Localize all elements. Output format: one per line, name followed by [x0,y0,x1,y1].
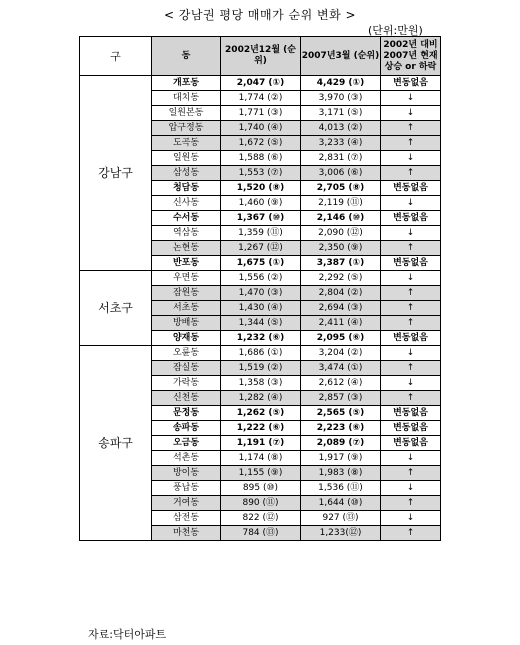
change-cell: ↓ [381,151,441,166]
value-2007-cell: 3,474 (①) [301,361,381,376]
header-2007: 2007년3월 (순위) [301,37,381,76]
value-2002-cell: 1,774 (②) [221,91,301,106]
value-2007-cell: 2,612 (④) [301,376,381,391]
value-2002-cell: 1,262 (⑤) [221,406,301,421]
value-2007-cell: 927 (⑬) [301,511,381,526]
change-cell: ↑ [381,391,441,406]
value-2007-cell: 3,006 (⑥) [301,166,381,181]
dong-cell: 일원동 [152,151,221,166]
value-2007-cell: 2,350 (⑨) [301,241,381,256]
dong-cell: 마천동 [152,526,221,541]
value-2007-cell: 2,831 (⑦) [301,151,381,166]
change-cell: ↑ [381,136,441,151]
value-2002-cell: 1,191 (⑦) [221,436,301,451]
dong-cell: 서초동 [152,301,221,316]
value-2002-cell: 2,047 (①) [221,76,301,91]
dong-cell: 삼성동 [152,166,221,181]
value-2007-cell: 2,119 (⑪) [301,196,381,211]
change-cell: ↑ [381,361,441,376]
header-change: 2002년 대비 2007년 현재 상승 or 하락 [381,37,441,76]
dong-cell: 역삼동 [152,226,221,241]
change-cell: ↑ [381,301,441,316]
dong-cell: 삼전동 [152,511,221,526]
change-cell: 변동없음 [381,76,441,91]
table-row [80,76,441,91]
source-note: 자료:닥터아파트 [88,628,167,641]
dong-cell: 양재동 [152,331,221,346]
value-2007-cell: 2,292 (⑤) [301,271,381,286]
value-2002-cell: 1,155 (⑨) [221,466,301,481]
dong-cell: 방배동 [152,316,221,331]
change-cell: 변동없음 [381,421,441,436]
change-cell: ↑ [381,121,441,136]
value-2002-cell: 1,519 (②) [221,361,301,376]
dong-cell: 거여동 [152,496,221,511]
change-cell: ↑ [381,241,441,256]
change-cell: 변동없음 [381,211,441,226]
value-2002-cell: 1,771 (③) [221,106,301,121]
value-2002-cell: 1,686 (①) [221,346,301,361]
value-2007-cell: 2,694 (③) [301,301,381,316]
value-2002-cell: 1,556 (②) [221,271,301,286]
value-2002-cell: 1,470 (③) [221,286,301,301]
value-2007-cell: 3,387 (①) [301,256,381,271]
change-cell: ↓ [381,451,441,466]
value-2002-cell: 1,222 (⑥) [221,421,301,436]
value-2002-cell: 1,367 (⑩) [221,211,301,226]
dong-cell: 도곡동 [152,136,221,151]
dong-cell: 잠실동 [152,361,221,376]
change-cell: ↓ [381,481,441,496]
change-cell: ↓ [381,91,441,106]
dong-cell: 석촌동 [152,451,221,466]
dong-cell: 오륜동 [152,346,221,361]
dong-cell: 청담동 [152,181,221,196]
change-cell: ↑ [381,316,441,331]
change-cell: ↓ [381,226,441,241]
dong-cell: 논현동 [152,241,221,256]
value-2002-cell: 895 (⑩) [221,481,301,496]
value-2002-cell: 1,520 (⑧) [221,181,301,196]
dong-cell: 수서동 [152,211,221,226]
value-2007-cell: 2,565 (⑤) [301,406,381,421]
dong-cell: 잠원동 [152,286,221,301]
dong-cell: 오금동 [152,436,221,451]
change-cell: 변동없음 [381,331,441,346]
value-2002-cell: 1,553 (⑦) [221,166,301,181]
change-cell: ↑ [381,166,441,181]
table-row [80,346,441,361]
value-2002-cell: 1,282 (④) [221,391,301,406]
change-cell: 변동없음 [381,256,441,271]
value-2002-cell: 1,232 (⑥) [221,331,301,346]
value-2002-cell: 1,267 (⑫) [221,241,301,256]
change-cell: ↓ [381,106,441,121]
change-cell: ↑ [381,286,441,301]
change-cell: ↓ [381,376,441,391]
value-2002-cell: 822 (⑫) [221,511,301,526]
gu-cell: 강남구 [80,76,152,271]
dong-cell: 가락동 [152,376,221,391]
value-2007-cell: 2,095 (⑥) [301,331,381,346]
dong-cell: 풍납동 [152,481,221,496]
value-2007-cell: 2,146 (⑩) [301,211,381,226]
change-cell: 변동없음 [381,436,441,451]
gu-cell: 서초구 [80,271,152,346]
dong-cell: 신천동 [152,391,221,406]
dong-cell: 압구정동 [152,121,221,136]
dong-cell: 송파동 [152,421,221,436]
value-2002-cell: 890 (⑪) [221,496,301,511]
price-ranking-table [79,36,441,541]
value-2007-cell: 2,857 (③) [301,391,381,406]
value-2007-cell: 4,429 (①) [301,76,381,91]
change-cell: ↑ [381,526,441,541]
dong-cell: 대치동 [152,91,221,106]
value-2007-cell: 1,233(⑫) [301,526,381,541]
header-row [80,37,441,76]
change-cell: ↑ [381,496,441,511]
dong-cell: 반포동 [152,256,221,271]
dong-cell: 문정동 [152,406,221,421]
value-2007-cell: 1,536 (⑪) [301,481,381,496]
table-row [80,271,441,286]
value-2007-cell: 2,705 (⑧) [301,181,381,196]
dong-cell: 신사동 [152,196,221,211]
value-2007-cell: 2,804 (②) [301,286,381,301]
table-title: < 강남권 평당 매매가 순위 변화 > [163,8,357,22]
value-2002-cell: 1,460 (⑨) [221,196,301,211]
change-cell: 변동없음 [381,406,441,421]
value-2007-cell: 2,089 (⑦) [301,436,381,451]
gu-cell: 송파구 [80,346,152,541]
header-gu: 구 [80,37,152,76]
change-cell: ↓ [381,196,441,211]
value-2007-cell: 3,204 (②) [301,346,381,361]
value-2007-cell: 1,917 (⑨) [301,451,381,466]
value-2002-cell: 1,358 (③) [221,376,301,391]
value-2002-cell: 784 (⑬) [221,526,301,541]
value-2002-cell: 1,672 (⑤) [221,136,301,151]
value-2002-cell: 1,359 (⑪) [221,226,301,241]
change-cell: 변동없음 [381,181,441,196]
dong-cell: 개포동 [152,76,221,91]
value-2002-cell: 1,430 (④) [221,301,301,316]
header-dong: 동 [152,37,221,76]
dong-cell: 일원본동 [152,106,221,121]
value-2002-cell: 1,174 (⑧) [221,451,301,466]
dong-cell: 우면동 [152,271,221,286]
change-cell: ↓ [381,271,441,286]
value-2007-cell: 3,171 (⑤) [301,106,381,121]
value-2007-cell: 1,644 (⑩) [301,496,381,511]
value-2007-cell: 4,013 (②) [301,121,381,136]
value-2007-cell: 2,223 (⑥) [301,421,381,436]
unit-label: (단위:만원) [368,24,423,37]
value-2007-cell: 2,090 (⑫) [301,226,381,241]
dong-cell: 방이동 [152,466,221,481]
table-body [80,76,441,541]
change-cell: ↓ [381,346,441,361]
value-2007-cell: 3,970 (③) [301,91,381,106]
value-2007-cell: 1,983 (⑧) [301,466,381,481]
value-2002-cell: 1,588 (⑥) [221,151,301,166]
value-2002-cell: 1,344 (⑤) [221,316,301,331]
header-2002: 2002년12월 (순위) [221,37,301,76]
change-cell: ↑ [381,466,441,481]
value-2007-cell: 2,411 (④) [301,316,381,331]
value-2002-cell: 1,675 (①) [221,256,301,271]
value-2002-cell: 1,740 (④) [221,121,301,136]
change-cell: ↓ [381,511,441,526]
value-2007-cell: 3,233 (④) [301,136,381,151]
